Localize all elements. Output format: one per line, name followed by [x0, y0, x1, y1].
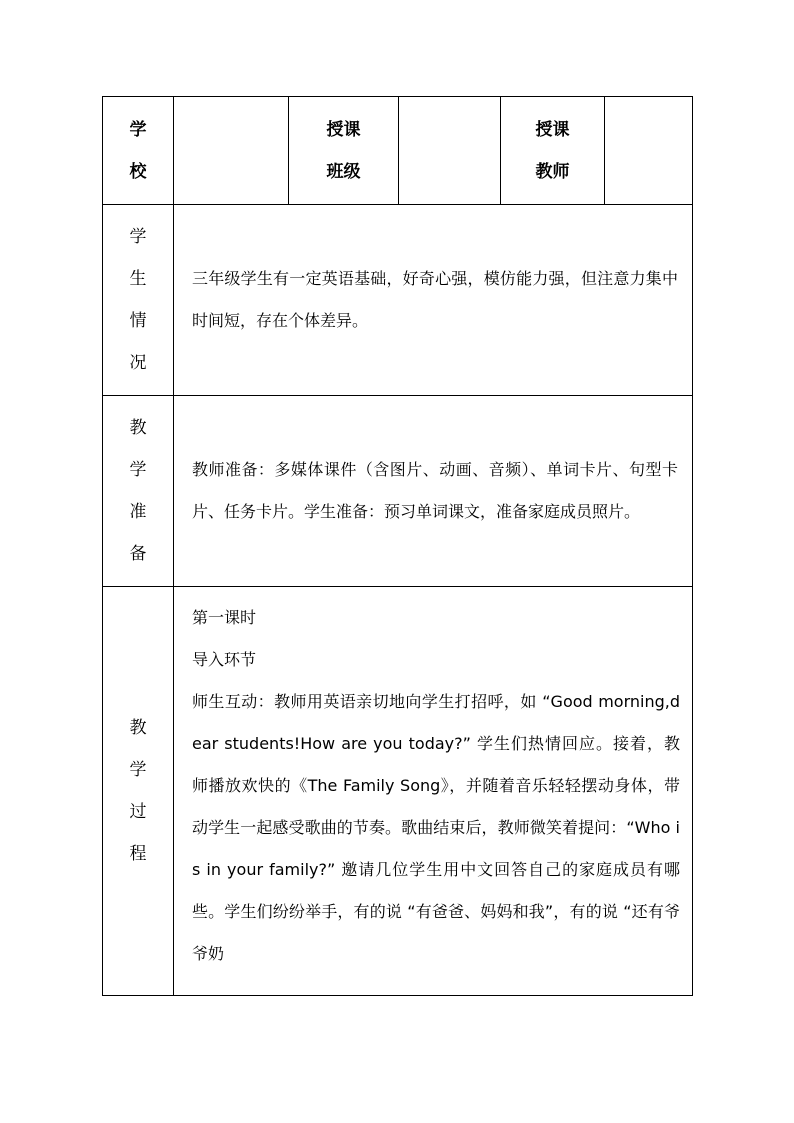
teaching-prep-text: 教师准备：多媒体课件（含图片、动画、音频）、单词卡片、句型卡片、任务卡片。学生准备：预习单词课文，准备家庭成员照片。 — [192, 460, 678, 521]
student-situation-text: 三年级学生有一定英语基础，好奇心强，模仿能力强，但注意力集中时间短，存在个体差异。 — [192, 269, 678, 330]
class-value[interactable] — [399, 97, 501, 205]
header-row — [103, 97, 693, 205]
teaching-prep-content — [174, 396, 693, 587]
teaching-process-label: 教 学 过 程 — [103, 587, 174, 996]
lesson-title: 第一课时 — [192, 608, 257, 627]
teacher-label: 授课 教师 — [501, 97, 605, 205]
teaching-process-row — [103, 587, 693, 996]
lesson-plan-table — [102, 96, 693, 996]
class-label: 授课 班级 — [289, 97, 399, 205]
process-body-text: 师生互动：教师用英语亲切地向学生打招呼，如 “Good morning,dear students!How are you today?” 学生们热情回应。接着，教师播放欢快的《The Family Song》，并随着音乐轻轻摆动身体，带动学生一起感受歌曲的节奏。歌曲结束后，教师微笑着提问：“Who is in your family?” 邀请几位学生用中文回答自己的家庭成员有哪些。学生们纷纷举手，有的说 “有爸爸、妈妈和我”，有的说 “还有爷爷奶 — [192, 692, 680, 963]
teaching-process-content — [174, 587, 693, 996]
teaching-prep-label: 教 学 准 备 — [103, 396, 174, 587]
student-situation-row — [103, 205, 693, 396]
teacher-value[interactable] — [605, 97, 693, 205]
student-situation-label: 学 生 情 况 — [103, 205, 174, 396]
school-value[interactable] — [174, 97, 289, 205]
student-situation-content — [174, 205, 693, 396]
teaching-prep-row — [103, 396, 693, 587]
school-label: 学 校 — [103, 97, 174, 205]
section-title: 导入环节 — [192, 650, 257, 669]
